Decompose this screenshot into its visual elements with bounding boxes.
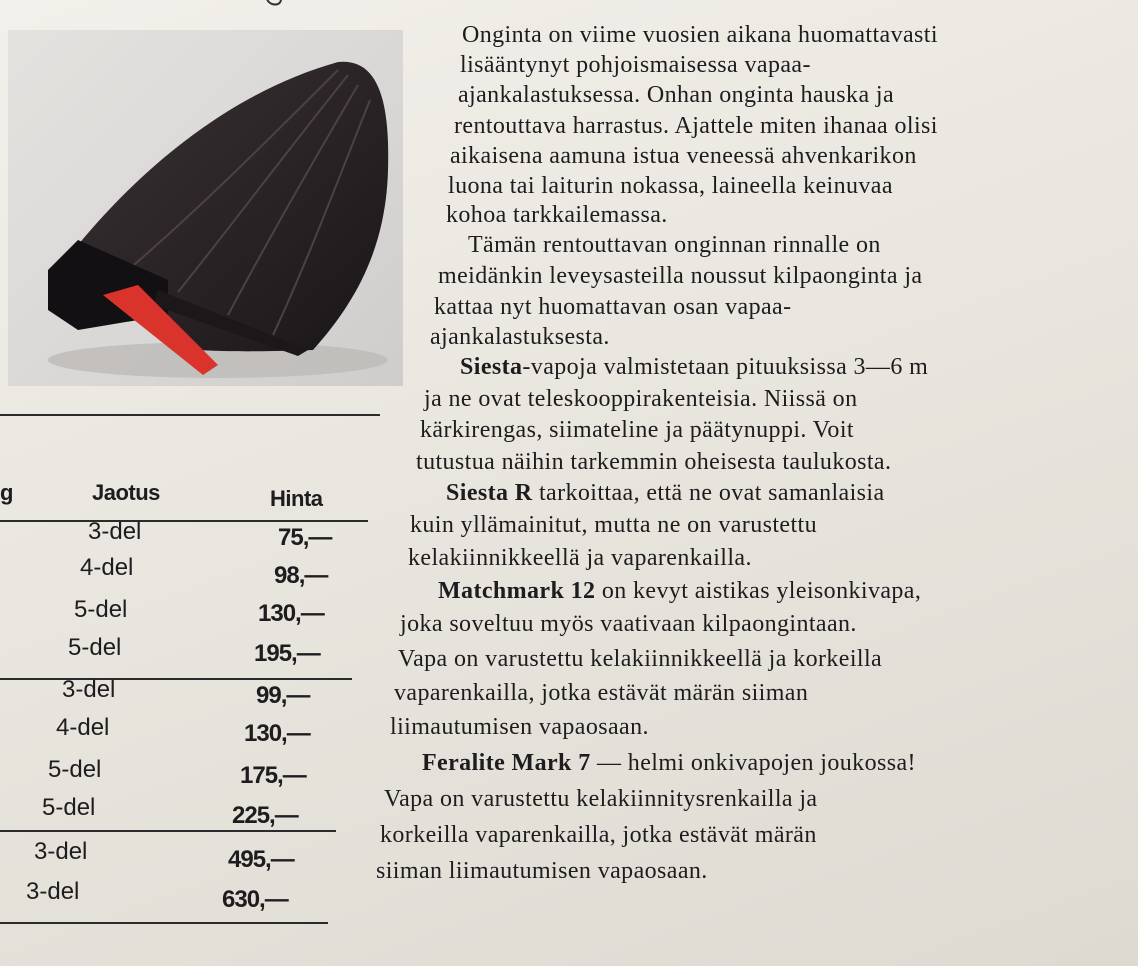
text-line: liimautumisen vapaosaan. bbox=[390, 714, 649, 740]
text-line: luona tai laiturin nokassa, laineella keinuvaa bbox=[448, 173, 893, 199]
header-g: g bbox=[0, 480, 13, 505]
row-division: 3-del bbox=[26, 878, 80, 905]
text-line: Vapa on varustettu kelakiinnikkeellä ja korkeilla bbox=[398, 646, 883, 672]
row-division: 3-del bbox=[88, 518, 142, 545]
text-line: kelakiinnikkeellä ja vaparenkailla. bbox=[408, 545, 752, 571]
text-line: Siesta R tarkoittaa, että ne ovat samanlaisia bbox=[446, 480, 885, 506]
text-line: Tämän rentouttavan onginnan rinnalle on bbox=[468, 232, 881, 258]
row-division: 3-del bbox=[62, 676, 116, 703]
text-line: Vapa on varustettu kelakiinnitysrenkailla ja bbox=[384, 786, 818, 812]
row-division: 5-del bbox=[68, 634, 122, 661]
text-line: vaparenkailla, jotka estävät märän siiman bbox=[394, 680, 809, 706]
row-price: 630,— bbox=[222, 886, 288, 913]
row-division: 4-del bbox=[80, 554, 134, 581]
text-line: lisääntynyt pohjoismaisessa vapaa- bbox=[460, 52, 811, 78]
text-line: ajankalastuksessa. Onhan onginta hauska ja bbox=[458, 82, 895, 108]
row-price: 130,— bbox=[244, 720, 310, 747]
text-line: kuin yllämainitut, mutta ne on varustettu bbox=[410, 512, 817, 538]
row-price: 195,— bbox=[254, 640, 320, 667]
text-line: Feralite Mark 7 — helmi onkivapojen joukossa! bbox=[422, 750, 916, 776]
text-line: tutustua näihin tarkemmin oheisesta taulukosta. bbox=[416, 449, 892, 475]
row-price: 225,— bbox=[232, 802, 298, 829]
row-division: 5-del bbox=[48, 756, 102, 783]
row-division: 4-del bbox=[56, 714, 110, 741]
text-line: ja ne ovat teleskooppirakenteisia. Niissä on bbox=[424, 386, 858, 412]
text-line: kattaa nyt huomattavan osan vapaa- bbox=[434, 294, 792, 320]
row-division: 5-del bbox=[74, 596, 128, 623]
product-name: Siesta R bbox=[446, 480, 533, 506]
text-line: rentouttava harrastus. Ajattele miten ihanaa olisi bbox=[454, 113, 938, 139]
text-line: aikaisena aamuna istua veneessä ahvenkarikon bbox=[450, 143, 917, 169]
row-division: 5-del bbox=[42, 794, 96, 821]
row-price: 175,— bbox=[240, 762, 306, 789]
header-division: Jaotus bbox=[92, 480, 160, 505]
header-price: Hinta bbox=[270, 486, 323, 511]
text-line: siiman liimautumisen vapaosaan. bbox=[376, 858, 708, 884]
text-line: korkeilla vaparenkailla, jotka estävät märän bbox=[380, 822, 817, 848]
text-line: kärkirengas, siimateline ja päätynuppi. Voit bbox=[420, 417, 854, 443]
product-name: Feralite Mark 7 bbox=[422, 750, 591, 776]
text-line: Siesta-vapoja valmistetaan pituuksissa 3—6 m bbox=[460, 354, 929, 380]
row-price: 98,— bbox=[274, 562, 328, 589]
text-line: ajankalastuksesta. bbox=[430, 324, 610, 350]
product-name: Siesta bbox=[460, 354, 523, 380]
text-line: Matchmark 12 on kevyt aistikas yleisonkivapa, bbox=[438, 578, 922, 604]
row-price: 495,— bbox=[228, 846, 294, 873]
text-line: Onginta on viime vuosien aikana huomattavasti bbox=[462, 22, 938, 48]
row-price: 99,— bbox=[256, 682, 310, 709]
row-price: 130,— bbox=[258, 600, 324, 627]
product-name: Matchmark 12 bbox=[438, 578, 596, 604]
text-line: kohoa tarkkailemassa. bbox=[446, 202, 668, 228]
row-division: 3-del bbox=[34, 838, 88, 865]
row-price: 75,— bbox=[278, 524, 332, 551]
text-line: meidänkin leveysasteilla noussut kilpaonginta ja bbox=[438, 263, 923, 289]
text-line: joka soveltuu myös vaativaan kilpaongintaan. bbox=[400, 611, 857, 637]
